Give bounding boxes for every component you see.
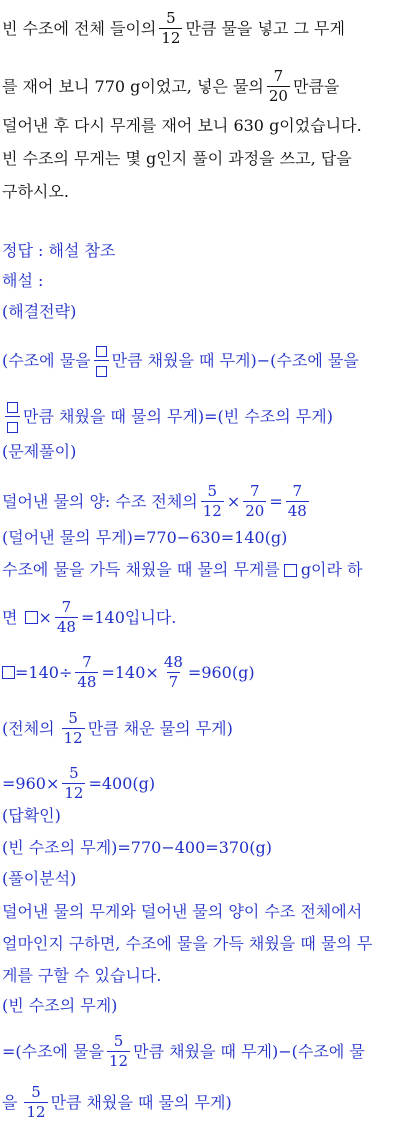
solution-text: 만큼 채웠을 때 무게)−(수조에 물: [133, 1041, 365, 1061]
solve-label: [2, 442, 398, 462]
solve-line-4: [2, 599, 398, 636]
analysis-line-4: [2, 996, 398, 1016]
analysis-line-5: [2, 1033, 398, 1070]
analysis-label: [2, 869, 398, 889]
blank-box: [96, 346, 107, 357]
solution-text: =(수조에 물을: [2, 1041, 105, 1061]
fraction: $\frac{7}{48}$: [287, 482, 307, 520]
operator: =: [269, 491, 283, 511]
fraction: $\frac{5}{12}$: [161, 9, 181, 47]
solution-text: =960(g): [187, 662, 255, 682]
solution-text: 게를 구할 수 있습니다.: [2, 966, 162, 985]
solution-text: 얼마인지 구하면, 수조에 물을 가득 채웠을 때 물의 무: [2, 934, 373, 953]
problem-text: 구하시오.: [2, 182, 69, 201]
problem-line-4: [2, 149, 398, 169]
check-label: [2, 806, 398, 826]
analysis-line-2: [2, 934, 398, 954]
fraction: $\frac{5}{12}$: [26, 1083, 46, 1121]
solution-text: 덜어낸 물의 양: 수조 전체의: [2, 491, 198, 511]
section-label: (답확인): [2, 806, 61, 825]
solution-text: =960×: [2, 773, 60, 793]
problem-line-5: [2, 182, 398, 202]
answer-line: [2, 241, 398, 261]
section-label: (풀이분석): [2, 869, 77, 888]
strategy-line-1: [2, 342, 398, 379]
solution-text: 덜어낸 물의 무게와 덜어낸 물의 양이 수조 전체에서: [2, 902, 363, 921]
problem-text: 빈 수조에 전체 들이의: [2, 18, 157, 38]
solution-text: =140÷: [15, 662, 73, 682]
solve-line-7: [2, 765, 398, 802]
blank-box: [7, 402, 18, 413]
problem-text: 를 재어 보니 770 g이었고, 넣은 물의: [2, 76, 264, 96]
problem-line-2: [2, 68, 398, 105]
solution-text: 을: [2, 1092, 18, 1112]
problem-text: 만큼 물을 넣고 그 무게: [185, 18, 345, 38]
solution-text: =400(g): [88, 773, 156, 793]
problem-line-3: [2, 116, 398, 136]
fraction: $\frac{5}{12}$: [63, 709, 83, 747]
strategy-label: [2, 302, 398, 322]
solution-text: 만큼 채웠을 때 물의 무게): [50, 1092, 232, 1112]
strategy-line-2: [2, 398, 398, 435]
blank-box: [96, 366, 107, 377]
solve-line-2: [2, 528, 398, 548]
section-label: (문제풀이): [2, 442, 77, 461]
operator: ×: [226, 491, 241, 511]
solution-text: g이라 하: [300, 560, 363, 579]
solution-text: =140×: [101, 662, 159, 682]
solution-text: 만큼 채운 물의 무게): [87, 718, 233, 738]
blank-box: [7, 422, 18, 433]
analysis-line-1: [2, 902, 398, 922]
operator: ×: [38, 607, 52, 627]
fraction: $\frac{48}{7}$: [163, 653, 183, 691]
analysis-line-3: [2, 966, 398, 986]
fraction: $\frac{7}{48}$: [77, 653, 97, 691]
solution-text: (수조에 물을: [2, 350, 91, 370]
fraction: $\frac{7}{48}$: [56, 598, 76, 636]
solution-text: 면: [2, 607, 18, 627]
blank-box: [25, 611, 38, 624]
solution-text: 만큼 채웠을 때 물의 무게)=(빈 수조의 무게): [23, 406, 333, 426]
solution-text: (전체의: [2, 718, 55, 738]
blank-box: [2, 666, 15, 679]
problem-text: 빈 수조의 무게는 몇 g인지 풀이 과정을 쓰고, 답을: [2, 149, 352, 168]
solve-line-3: [2, 560, 398, 580]
solution-text: =140입니다.: [80, 607, 177, 627]
explanation-text: 해설 :: [2, 271, 44, 290]
solve-line-5: [2, 654, 398, 691]
fraction: $\frac{5}{12}$: [64, 764, 84, 802]
analysis-line-6: [2, 1084, 398, 1121]
solution-text: (빈 수조의 무게): [2, 996, 118, 1015]
problem-line-1: [2, 10, 398, 47]
solve-line-1: [2, 483, 398, 520]
solution-text: (빈 수조의 무게)=770−400=370(g): [2, 838, 272, 857]
solve-line-6: [2, 710, 398, 747]
blank-fraction: [94, 342, 109, 379]
blank-fraction: [5, 398, 20, 435]
problem-text: 덜어낸 후 다시 무게를 재어 보니 630 g이었습니다.: [2, 116, 362, 135]
solution-text: (덜어낸 물의 무게)=770−630=140(g): [2, 528, 288, 547]
answer-text: 정답 : 해설 참조: [2, 241, 116, 260]
solution-text: 만큼 채웠을 때 무게)−(수조에 물을: [111, 350, 359, 370]
check-line: [2, 838, 398, 858]
fraction: $\frac{7}{20}$: [268, 67, 288, 105]
explanation-label: [2, 271, 398, 291]
fraction: $\frac{5}{12}$: [202, 482, 222, 520]
solution-text: 수조에 물을 가득 채웠을 때 물의 무게를: [2, 560, 280, 579]
blank-box: [284, 564, 297, 577]
problem-text: 만큼을: [292, 76, 340, 96]
section-label: (해결전략): [2, 302, 77, 321]
fraction: $\frac{5}{12}$: [109, 1032, 129, 1070]
fraction: $\frac{7}{20}$: [245, 482, 265, 520]
